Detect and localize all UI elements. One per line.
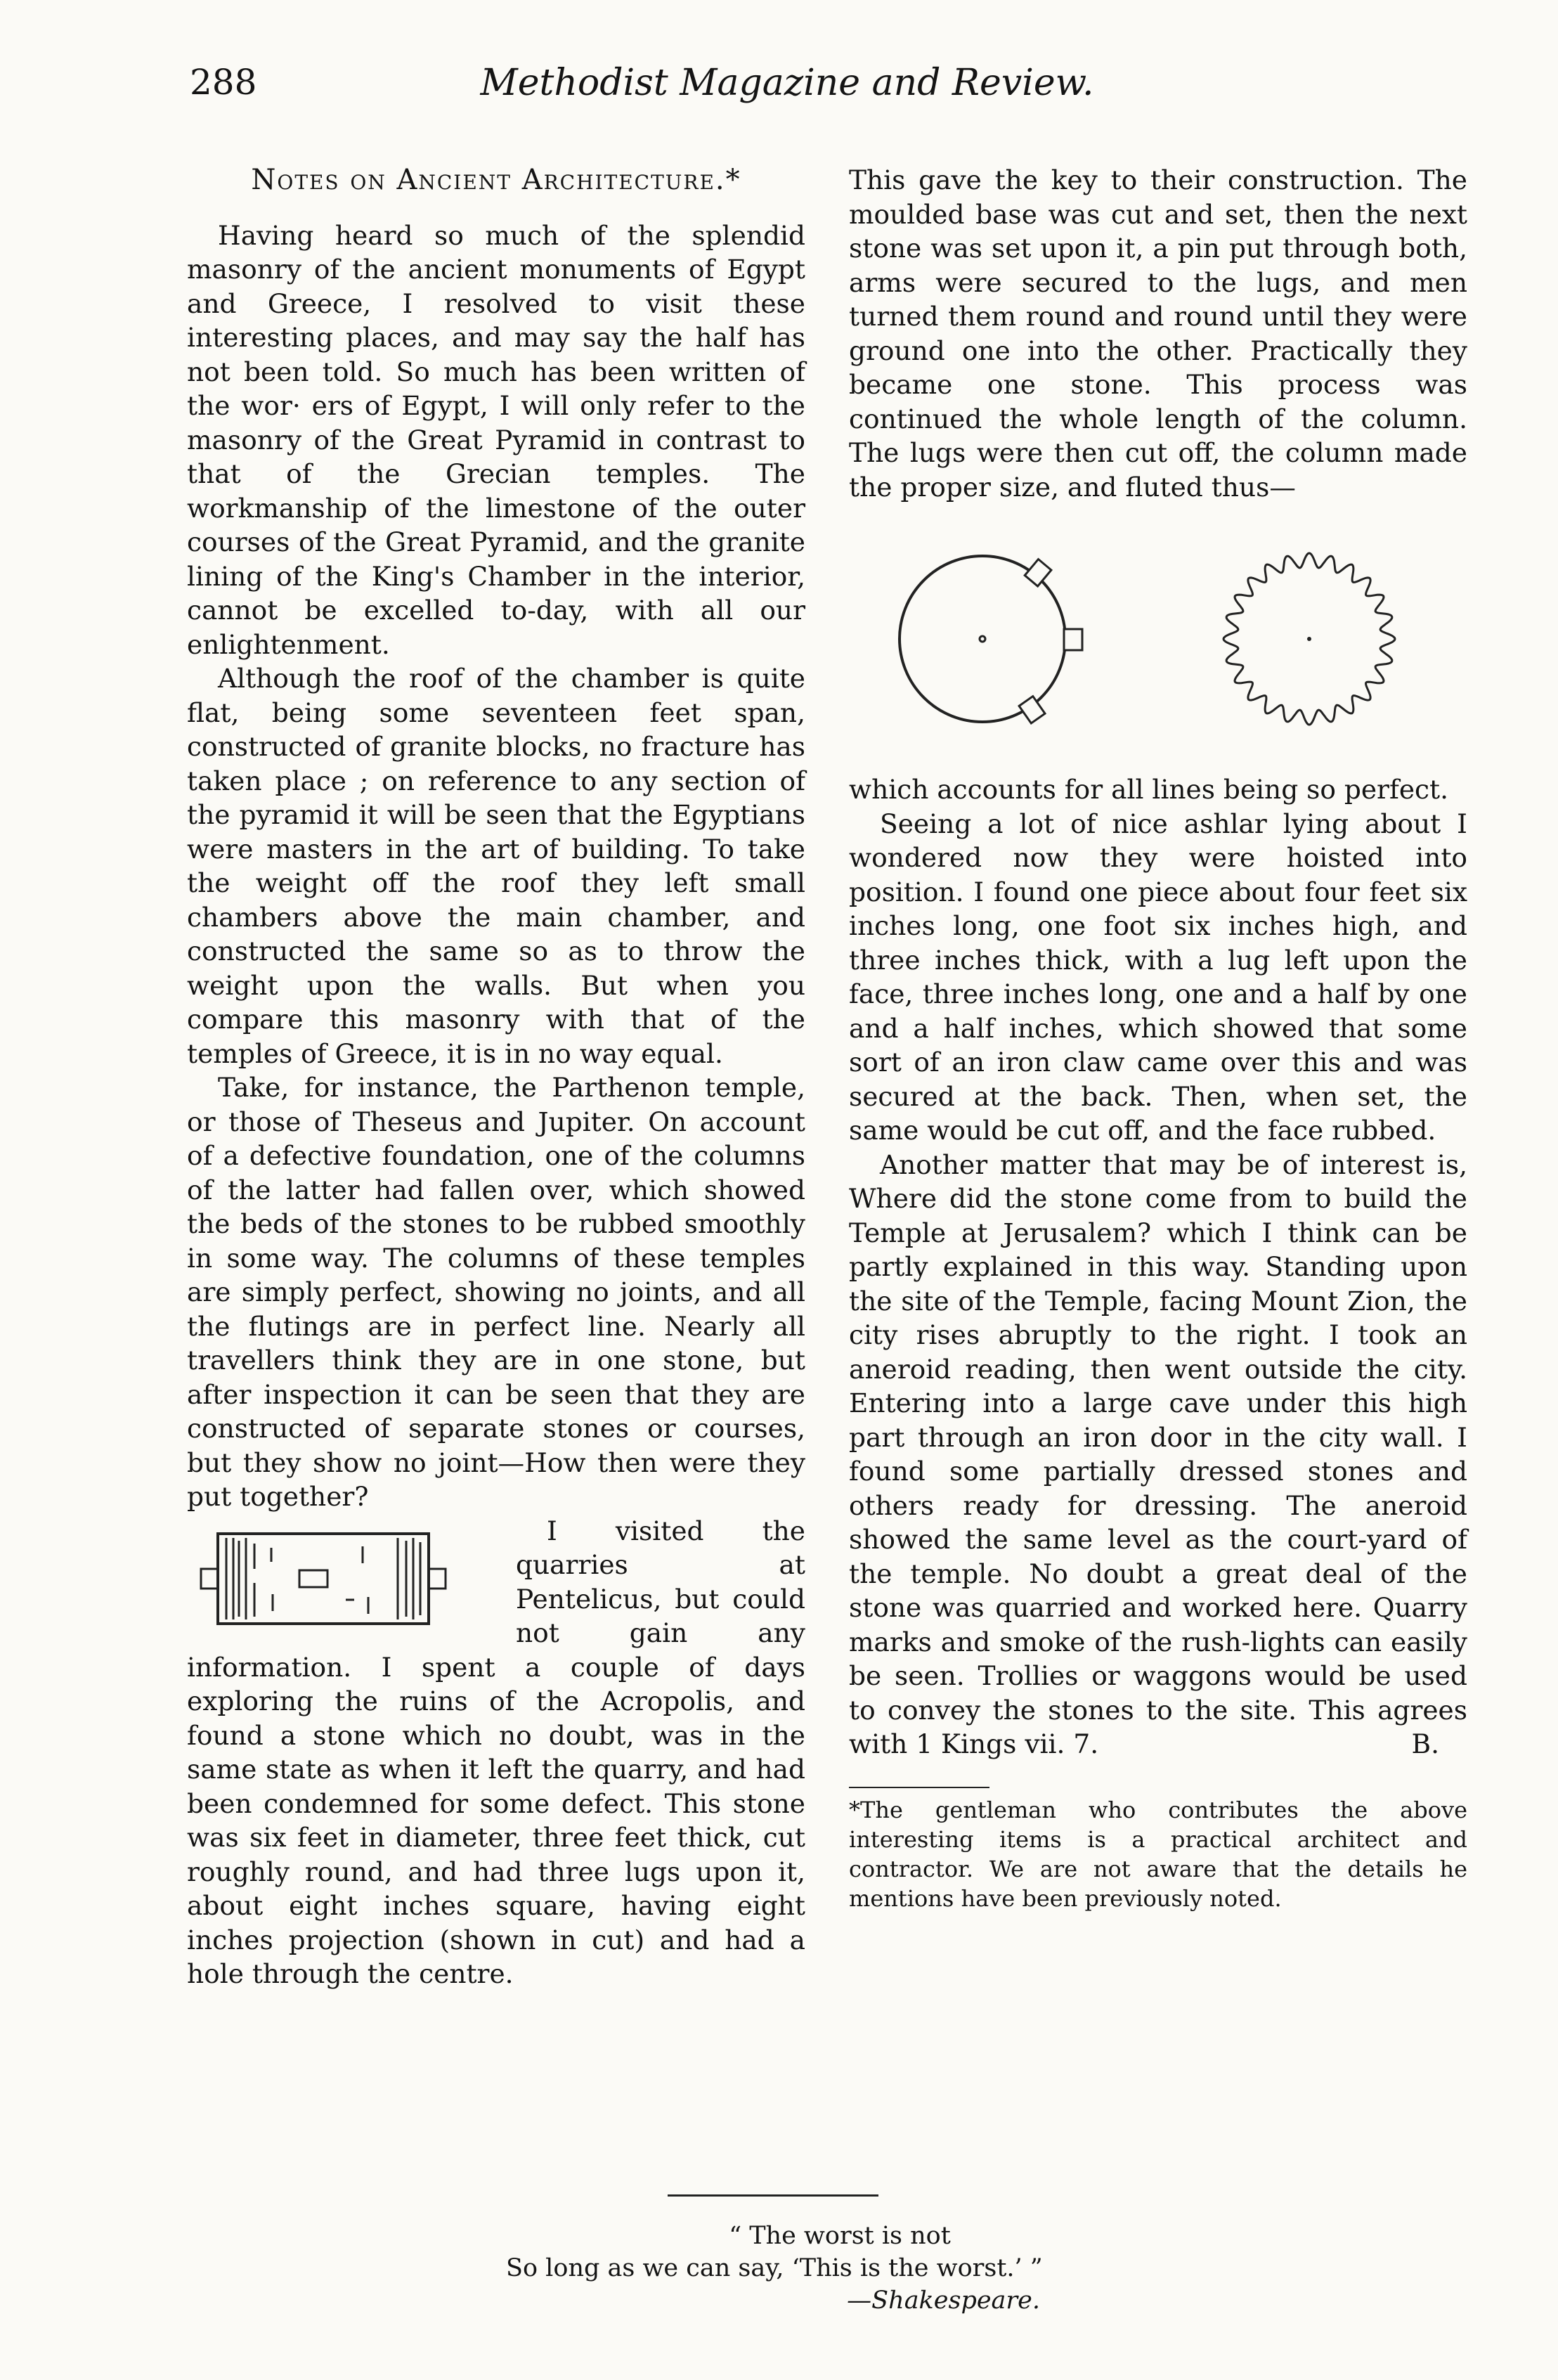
article-title: Notes on Ancient Architecture.* [251, 164, 741, 196]
running-title: Methodist Magazine and Review. [480, 62, 1094, 104]
section-divider [668, 2194, 878, 2197]
paragraph-text: Another matter that may be of interest is, Where did the stone come from to build the Temple at Jerusalem? which I think can be partly explained in this way. Standing upon the site of the Temple, facing Mount Zion, the city rises abruptly to the right. I took an aneroid reading, then went outside the city. Entering into a large cave under this high part through an iron door in the city wall. I found some partially dressed stones and others ready for dressing. The aneroid showed the same level as the court-yard of the temple. No doubt a great deal of the stone was quarried and worked here. Quarry marks and smoke of the rush-lights can easily be seen. Trollies or waggons would be used to convey the stones to the site. This agrees with 1 Kings vii. 7. [849, 1149, 1467, 1759]
epigraph-attribution: —Shakespeare. [847, 2287, 1040, 2315]
stone-cut-figure [187, 1527, 498, 1631]
paragraph-with-figure [187, 1514, 805, 1991]
right-column [849, 163, 1467, 1913]
paragraph: Although the roof of the chamber is quite flat, being some seventeen feet span, constructed of granite blocks, no fracture has taken place ; on reference to any section of the pyramid it will be seen that the Egyptians were masters in the art of building. To take the weight off the roof they left small chambers above the main chamber, and constructed the same so as to throw the weight upon the walls. But when you compare this masonry with that of the temples of Greece, it is in no way equal. [187, 663, 805, 1069]
paragraph: Seeing a lot of nice ashlar lying about I wondered now they were hoisted into position. I found one piece about four feet six inches long, one foot six inches high, and three inches thick, with a lug left upon the face, three inches long, one and a half by one and a half inches, which showed that some sort of an iron claw came over this and was secured at the back. Then, when set, the same would be cut off, and the face rubbed. [849, 808, 1467, 1146]
footnote-text: *The gentleman who contributes the above interesting items is a practical architect and contractor. We are not aware that the details he mentions have been previously noted. [849, 1796, 1467, 1912]
footnote-rule [849, 1787, 989, 1788]
paragraph: Take, for instance, the Parthenon temple, or those of Theseus and Jupiter. On account of a defective foundation, one of the columns of the latter had fallen over, which showed the beds of the stones to be rubbed smoothly in some way. The columns of these temples are simply perfect, showing no joints, and all the flutings are in perfect line. Nearly all travellers think they are in one stone, but after inspection it can be seen that they are constructed of separate stones or courses, but they show no joint—How then were they put together? [187, 1072, 805, 1512]
paragraph: which accounts for all lines being so perfect. [849, 774, 1449, 805]
author-signature: B. [1411, 1728, 1439, 1759]
left-column [187, 163, 805, 1991]
paragraph: Having heard so much of the splendid masonry of the ancient monuments of Egypt and Greece, I resolved to visit these interesting places, and may say the half has not been told. So much has been written of the wor· ers of Egypt, I will only refer to the masonry of the Great Pyramid in contrast to that of the Grecian temples. The workmanship of the limestone of the outer courses of the Great Pyramid, and the granite lining of the King's Chamber in the interior, cannot be excelled to-day, with all our enlightenment. [187, 219, 805, 660]
page-number: 288 [190, 62, 257, 103]
page-header [190, 62, 1384, 125]
epigraph [492, 2220, 1124, 2317]
epigraph-line-2: So long as we can say, ‘This is the worst.’ ” [506, 2254, 1043, 2282]
column-sections-figure [870, 533, 1446, 744]
column-drum-with-lugs-diagram [870, 533, 1144, 744]
footnote [849, 1787, 1467, 1913]
paragraph: This gave the key to their construction. The moulded base was cut and set, then the next stone was set upon it, a pin put through both, arms were secured to the lugs, and men turned them round and round until they were ground one into the other. Practically they became one stone. This process was continued the whole length of the column. The lugs were then cut off, the column made the proper size, and fluted thus— [849, 164, 1467, 503]
paragraph-text: I visited the quarries at Pentelicus, but could not gain any information. I spent a couple of days exploring the ruins of the Acropolis, and found a stone which no doubt, was in the same state as when it left the quarry, and had been condemned for some defect. This stone was six feet in diameter, three feet thick, cut roughly round, and had three lugs upon it, about eight inches square, having eight inches projection (shown in cut) and had a hole through the centre. [187, 1515, 805, 1989]
fluted-column-section-diagram [1172, 533, 1446, 744]
epigraph-line-1: “ The worst is not [729, 2222, 951, 2250]
paragraph [849, 1148, 1467, 1761]
